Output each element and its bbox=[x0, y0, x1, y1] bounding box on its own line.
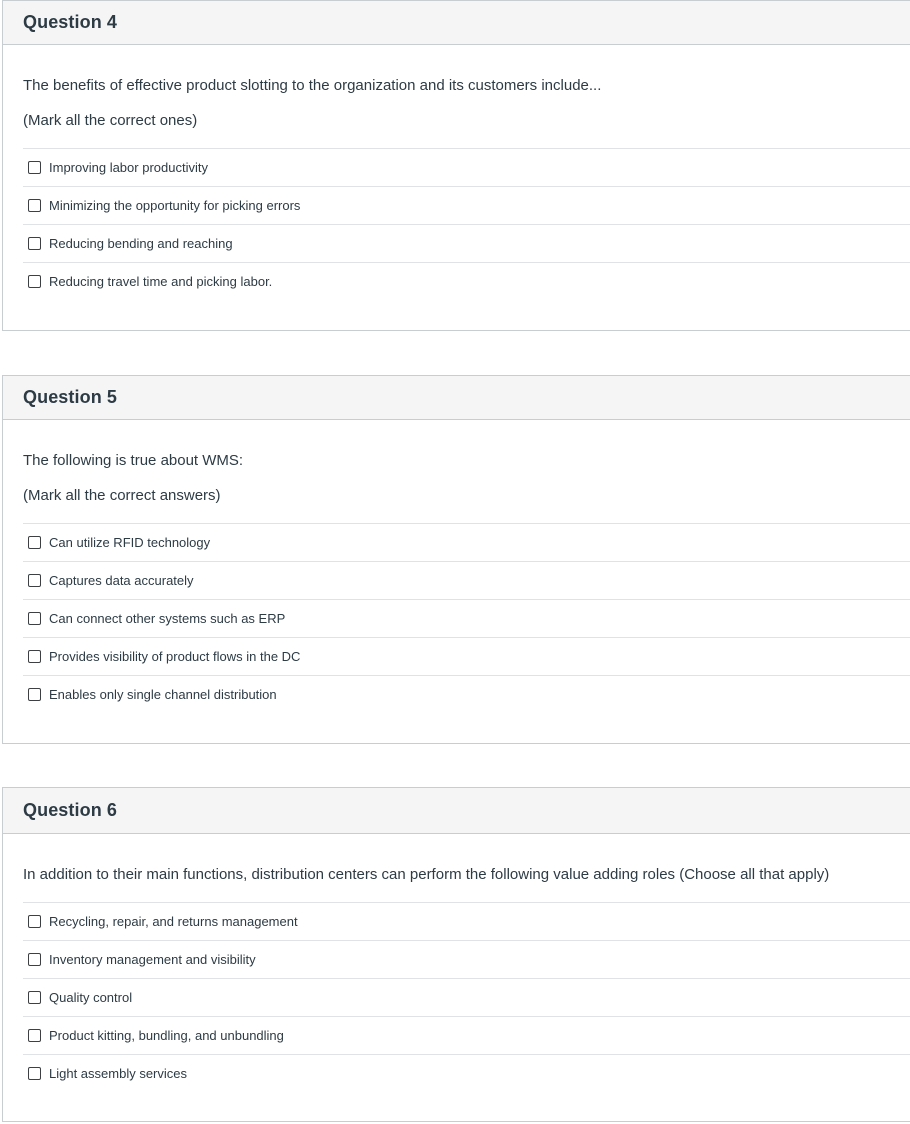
question-header bbox=[3, 376, 910, 420]
answer-option[interactable] bbox=[23, 637, 910, 675]
answer-list bbox=[23, 523, 910, 713]
checkbox[interactable] bbox=[28, 161, 41, 174]
answer-option[interactable] bbox=[23, 224, 910, 262]
answer-option[interactable] bbox=[23, 186, 910, 224]
answer-label: Reducing travel time and picking labor. bbox=[49, 274, 273, 289]
checkbox[interactable] bbox=[28, 612, 41, 625]
checkbox[interactable] bbox=[28, 688, 41, 701]
answer-label: Minimizing the opportunity for picking errors bbox=[49, 198, 301, 213]
question-prompt: In addition to their main functions, distribution centers can perform the following value adding roles (Choose all that apply) bbox=[23, 866, 830, 883]
question-instruction: (Mark all the correct answers) bbox=[23, 487, 221, 504]
answer-option[interactable] bbox=[23, 675, 910, 713]
answer-label: Improving labor productivity bbox=[49, 160, 208, 175]
checkbox[interactable] bbox=[28, 574, 41, 587]
answer-label: Provides visibility of product flows in the DC bbox=[49, 649, 301, 664]
question-prompt: The following is true about WMS: bbox=[23, 452, 244, 469]
checkbox[interactable] bbox=[28, 650, 41, 663]
checkbox[interactable] bbox=[28, 199, 41, 212]
question-prompt: The benefits of effective product slotting to the organization and its customers include... bbox=[23, 77, 602, 94]
question-instruction: (Mark all the correct ones) bbox=[23, 112, 198, 129]
answer-option[interactable] bbox=[23, 523, 910, 561]
answer-option[interactable] bbox=[23, 978, 910, 1016]
question-title: Question 5 bbox=[23, 387, 118, 407]
question-5 bbox=[2, 375, 910, 744]
checkbox[interactable] bbox=[28, 953, 41, 966]
checkbox[interactable] bbox=[28, 991, 41, 1004]
answer-option[interactable] bbox=[23, 262, 910, 300]
question-title: Question 6 bbox=[23, 800, 118, 820]
question-header bbox=[3, 1, 910, 45]
answer-label: Can utilize RFID technology bbox=[49, 535, 211, 550]
checkbox[interactable] bbox=[28, 915, 41, 928]
answer-option[interactable] bbox=[23, 599, 910, 637]
answer-option[interactable] bbox=[23, 148, 910, 186]
checkbox[interactable] bbox=[28, 1029, 41, 1042]
answer-list bbox=[23, 148, 910, 300]
answer-option[interactable] bbox=[23, 902, 910, 940]
question-body bbox=[3, 452, 910, 713]
checkbox[interactable] bbox=[28, 237, 41, 250]
answer-option[interactable] bbox=[23, 940, 910, 978]
answer-option[interactable] bbox=[23, 1054, 910, 1092]
answer-label: Light assembly services bbox=[49, 1066, 187, 1081]
answer-label: Quality control bbox=[49, 990, 133, 1005]
answer-label: Recycling, repair, and returns management bbox=[49, 914, 298, 929]
answer-label: Reducing bending and reaching bbox=[49, 236, 233, 251]
answer-label: Captures data accurately bbox=[49, 573, 194, 588]
question-4 bbox=[2, 0, 910, 331]
answer-option[interactable] bbox=[23, 1016, 910, 1054]
answer-option[interactable] bbox=[23, 561, 910, 599]
answer-label: Enables only single channel distribution bbox=[49, 687, 277, 702]
checkbox[interactable] bbox=[28, 536, 41, 549]
question-title: Question 4 bbox=[23, 12, 118, 32]
answer-label: Can connect other systems such as ERP bbox=[49, 611, 286, 626]
question-6 bbox=[2, 787, 910, 1122]
checkbox[interactable] bbox=[28, 275, 41, 288]
question-header bbox=[3, 788, 910, 834]
question-body bbox=[3, 866, 910, 1092]
answer-label: Product kitting, bundling, and unbundling bbox=[49, 1028, 284, 1043]
answer-label: Inventory management and visibility bbox=[49, 952, 256, 967]
checkbox[interactable] bbox=[28, 1067, 41, 1080]
answer-list bbox=[23, 902, 910, 1092]
question-body bbox=[3, 77, 910, 300]
